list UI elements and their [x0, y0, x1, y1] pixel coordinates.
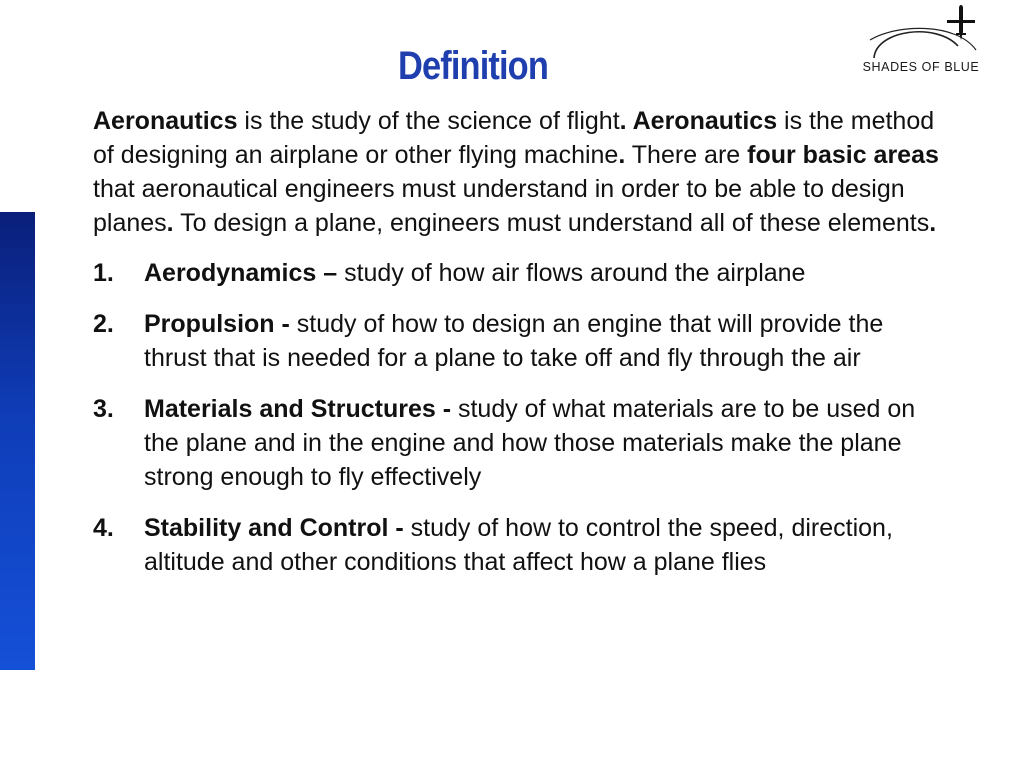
intro-text: is the study of the science of flight — [237, 107, 620, 135]
area-term: Stability and Control - — [144, 514, 404, 542]
term-four-basic-areas: four basic areas — [747, 141, 939, 169]
area-term: Propulsion - — [144, 310, 290, 338]
areas-list — [93, 256, 943, 579]
slide-title: Definition — [397, 44, 548, 88]
area-description: study of how to control the speed, direction, altitude and other conditions that affect how a plane flies — [144, 514, 893, 576]
area-term: Aerodynamics – — [144, 259, 338, 287]
intro-text: To design a plane, engineers must understand all of these elements — [173, 209, 930, 237]
shades-of-blue-logo — [836, 0, 1006, 80]
side-accent-bar — [0, 212, 35, 670]
term-aeronautics: Aeronautics — [632, 107, 778, 135]
list-number: 4. — [93, 514, 114, 542]
list-item — [93, 392, 943, 494]
list-item — [93, 307, 943, 375]
list-item — [93, 511, 943, 579]
list-number: 1. — [93, 259, 114, 287]
intro-text: is the method of designing an airplane or other flying machine — [93, 107, 935, 169]
list-item — [93, 256, 943, 290]
intro-period: . — [618, 141, 626, 169]
intro-period: . — [166, 209, 174, 237]
intro-text: There are — [625, 141, 748, 169]
list-number: 2. — [93, 310, 114, 338]
intro-text: that aeronautical engineers must understand in order to be able to design planes — [93, 175, 905, 237]
area-term: Materials and Structures - — [144, 395, 452, 423]
term-aeronautics: Aeronautics — [93, 107, 238, 135]
area-description: study of how air flows around the airplane — [337, 259, 806, 287]
area-description: study of how to design an engine that will provide the thrust that is needed for a plane to take off and fly through the air — [144, 310, 884, 372]
area-description: study of what materials are to be used on the plane and in the engine and how those materials make the plane strong enough to fly effectively — [144, 395, 916, 491]
slide-body — [93, 104, 943, 596]
list-number: 3. — [93, 395, 114, 423]
intro-period: . — [929, 209, 937, 237]
intro-paragraph — [93, 104, 943, 240]
logo-text: SHADES OF BLUE — [862, 60, 980, 74]
intro-period: . — [619, 107, 633, 135]
